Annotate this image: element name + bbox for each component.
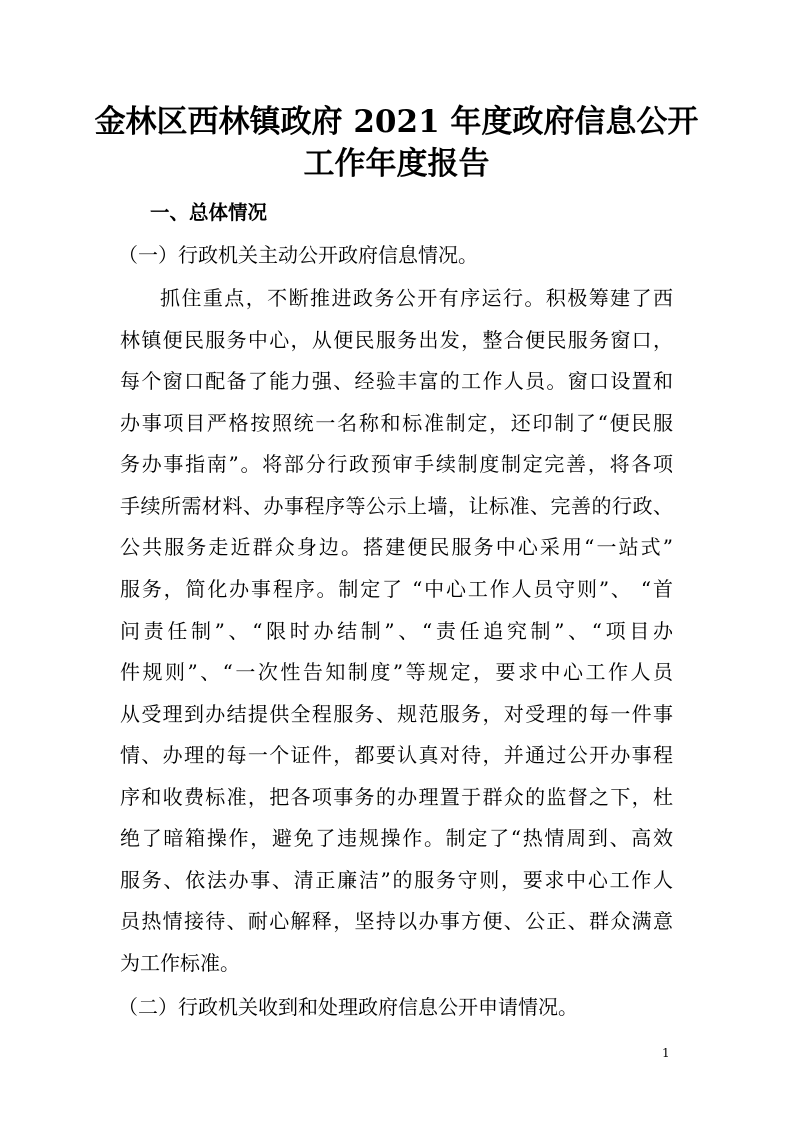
subsection-heading-2: （二）行政机关收到和处理政府信息公开申请情况。 [118, 995, 578, 1019]
paragraph-line: 办事项目严格按照统一名称和标准制定，还印制了“便民服 [120, 410, 673, 435]
paragraph-line: 服务、依法办事、清正廉洁”的服务守则，要求中心工作人 [120, 867, 673, 892]
report-title-line-2: 工作年度报告 [303, 146, 490, 182]
section-heading-overall: 一、总体情况 [150, 201, 268, 224]
paragraph-line: 务办事指南”。将部分行政预审手续制度制定完善，将各项 [120, 452, 673, 477]
paragraph-line: 序和收费标准，把各项事务的办理置于群众的监督之下，杜 [120, 784, 673, 809]
paragraph-line: 林镇便民服务中心，从便民服务出发，整合便民服务窗口， [120, 327, 673, 352]
paragraph-line: 每个窗口配备了能力强、经验丰富的工作人员。窗口设置和 [120, 369, 673, 394]
paragraph-line: 件规则”、“一次性告知制度”等规定，要求中心工作人员 [120, 660, 673, 685]
paragraph-line: 公共服务走近群众身边。搭建便民服务中心采用“一站式” [120, 535, 673, 560]
paragraph-line: 问责任制”、“限时办结制”、“责任追究制”、“项目办 [120, 618, 673, 643]
paragraph-line: 从受理到办结提供全程服务、规范服务，对受理的每一件事 [120, 701, 673, 726]
paragraph-line: 手续所需材料、办事程序等公示上墙，让标准、完善的行政、 [120, 493, 673, 518]
paragraph-line: 抓住重点，不断推进政务公开有序运行。积极筹建了西 [160, 286, 673, 310]
report-title-line-1: 金林区西林镇政府 2021 年度政府信息公开 [94, 104, 699, 140]
paragraph-line: 服务，简化办事程序。制定了 “中心工作人员守则”、 “首 [120, 576, 673, 601]
paragraph-line: 绝了暗箱操作，避免了违规操作。制定了“热情周到、高效 [120, 826, 673, 851]
paragraph-line: 员热情接待、耐心解释，坚持以办事方便、公正、群众满意 [120, 909, 673, 934]
paragraph-line: 为工作标准。 [120, 951, 240, 975]
page-number: 1 [662, 1046, 670, 1060]
subsection-heading-1: （一）行政机关主动公开政府信息情况。 [118, 243, 478, 267]
paragraph-line: 情、办理的每一个证件，都要认真对待，并通过公开办事程 [120, 743, 673, 768]
